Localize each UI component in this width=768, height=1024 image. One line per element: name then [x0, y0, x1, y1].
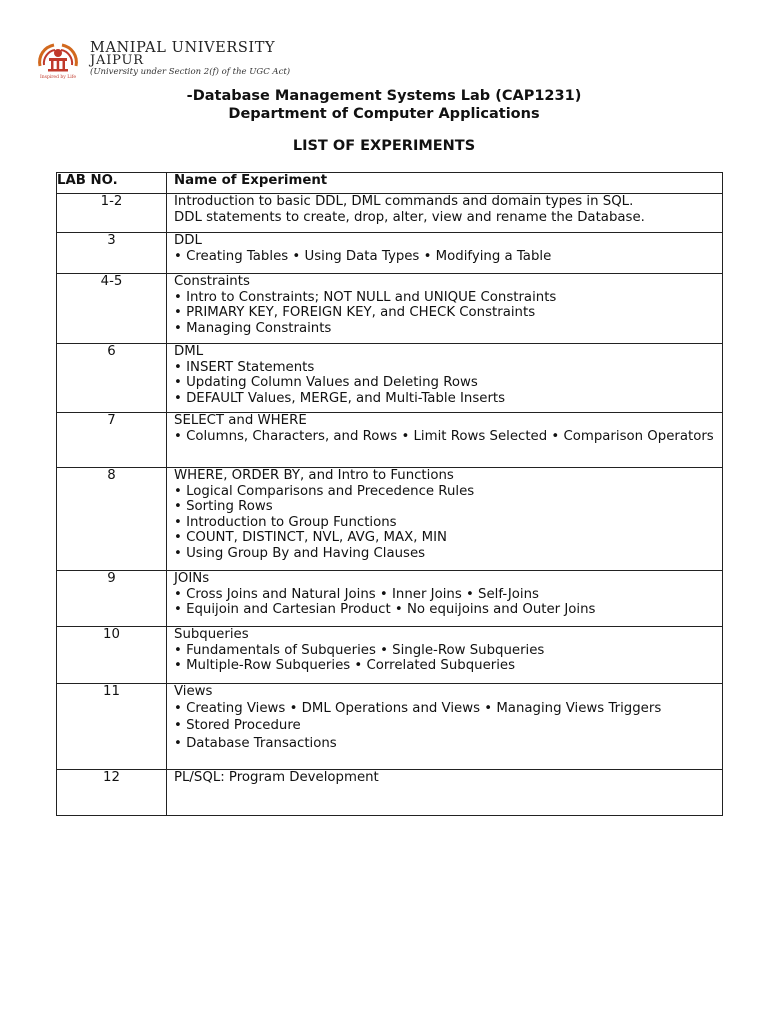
- experiment-cell: [167, 571, 723, 627]
- lab-number: 9: [57, 571, 167, 627]
- lab-number: 12: [57, 770, 167, 816]
- experiment-line: • Cross Joins and Natural Joins • Inner Joins • Self-Joins: [174, 586, 539, 602]
- lab-number: 3: [57, 233, 167, 274]
- experiment-line: • Multiple-Row Subqueries • Correlated Subqueries: [174, 658, 516, 674]
- experiment-line: • Equijoin and Cartesian Product • No equijoins and Outer Joins: [174, 602, 596, 618]
- table-row: [57, 468, 723, 571]
- experiment-line: DDL: [174, 233, 202, 248]
- lab-number: 11: [57, 684, 167, 770]
- table-row: [57, 413, 723, 468]
- university-subtitle: (University under Section 2(f) of the UGC Act): [90, 67, 291, 77]
- lab-number: 6: [57, 344, 167, 413]
- lab-number: 1-2: [57, 194, 167, 233]
- course-title: -Database Management Systems Lab (CAP1231): [186, 88, 582, 104]
- experiment-line: • PRIMARY KEY, FOREIGN KEY, and CHECK Constraints: [174, 305, 536, 321]
- experiment-line: PL/SQL: Program Development: [174, 770, 379, 785]
- experiment-name-header: Name of Experiment: [167, 173, 723, 194]
- experiment-cell: [167, 194, 723, 233]
- experiment-line: • Introduction to Group Functions: [174, 514, 397, 530]
- list-title: LIST OF EXPERIMENTS: [292, 138, 476, 154]
- experiment-line: • Updating Column Values and Deleting Rows: [174, 375, 478, 391]
- table-row: [57, 770, 723, 816]
- experiment-line: • Intro to Constraints; NOT NULL and UNIQUE Constraints: [174, 289, 557, 305]
- experiment-line: Introduction to basic DDL, DML commands and domain types in SQL.: [174, 194, 634, 209]
- table-row: [57, 571, 723, 627]
- experiment-line: DML: [174, 344, 204, 359]
- experiment-line: • Stored Procedure: [174, 718, 301, 734]
- table-row: [57, 684, 723, 770]
- experiment-line: • COUNT, DISTINCT, NVL, AVG, MAX, MIN: [174, 530, 448, 546]
- table-row: [57, 344, 723, 413]
- experiment-line: • Logical Comparisons and Precedence Rules: [174, 483, 475, 499]
- experiment-cell: [167, 274, 723, 344]
- experiment-cell: [167, 627, 723, 684]
- experiment-cell: [167, 413, 723, 468]
- experiment-line: Subqueries: [174, 627, 249, 642]
- experiments-table: [56, 172, 723, 816]
- experiment-line: • Sorting Rows: [174, 499, 273, 515]
- experiment-line: SELECT and WHERE: [174, 413, 307, 428]
- university-emblem-icon: [34, 40, 90, 80]
- experiment-cell: [167, 468, 723, 571]
- table-row: [57, 233, 723, 274]
- table-row: [57, 627, 723, 684]
- lab-number: 10: [57, 627, 167, 684]
- svg-text:Inspired by Life: Inspired by Life: [39, 75, 77, 80]
- lab-no-header: LAB NO.: [57, 173, 167, 194]
- table-row: [57, 274, 723, 344]
- experiment-line: • Fundamentals of Subqueries • Single-Row Subqueries: [174, 642, 545, 658]
- experiment-line: • Using Group By and Having Clauses: [174, 545, 426, 561]
- experiment-cell: [167, 233, 723, 274]
- department-title: Department of Computer Applications: [228, 106, 540, 122]
- experiment-line: • Creating Views • DML Operations and Views • Managing Views Triggers: [174, 700, 662, 716]
- experiment-cell: [167, 770, 723, 816]
- experiment-line: • Creating Tables • Using Data Types • Modifying a Table: [174, 248, 552, 264]
- experiment-line: Constraints: [174, 274, 250, 289]
- experiment-line: • Database Transactions: [174, 735, 337, 751]
- experiment-line: WHERE, ORDER BY, and Intro to Functions: [174, 468, 454, 483]
- university-name: MANIPAL UNIVERSITY: [90, 40, 276, 56]
- university-logo: [34, 40, 334, 80]
- experiment-cell: [167, 684, 723, 770]
- experiment-line: Views: [174, 684, 213, 699]
- experiment-cell: [167, 344, 723, 413]
- experiment-line: • INSERT Statements: [174, 359, 315, 375]
- table-row: [57, 194, 723, 233]
- lab-number: 4-5: [57, 274, 167, 344]
- table-header-row: [57, 173, 723, 194]
- experiment-line: • Managing Constraints: [174, 320, 332, 336]
- experiment-line: JOINs: [174, 571, 210, 586]
- university-city: JAIPUR: [90, 53, 144, 68]
- experiment-line: • Columns, Characters, and Rows • Limit Rows Selected • Comparison Operators: [174, 428, 714, 444]
- lab-number: 7: [57, 413, 167, 468]
- experiment-line: DDL statements to create, drop, alter, view and rename the Database.: [174, 209, 645, 225]
- experiment-line: • DEFAULT Values, MERGE, and Multi-Table Inserts: [174, 390, 506, 406]
- lab-number: 8: [57, 468, 167, 571]
